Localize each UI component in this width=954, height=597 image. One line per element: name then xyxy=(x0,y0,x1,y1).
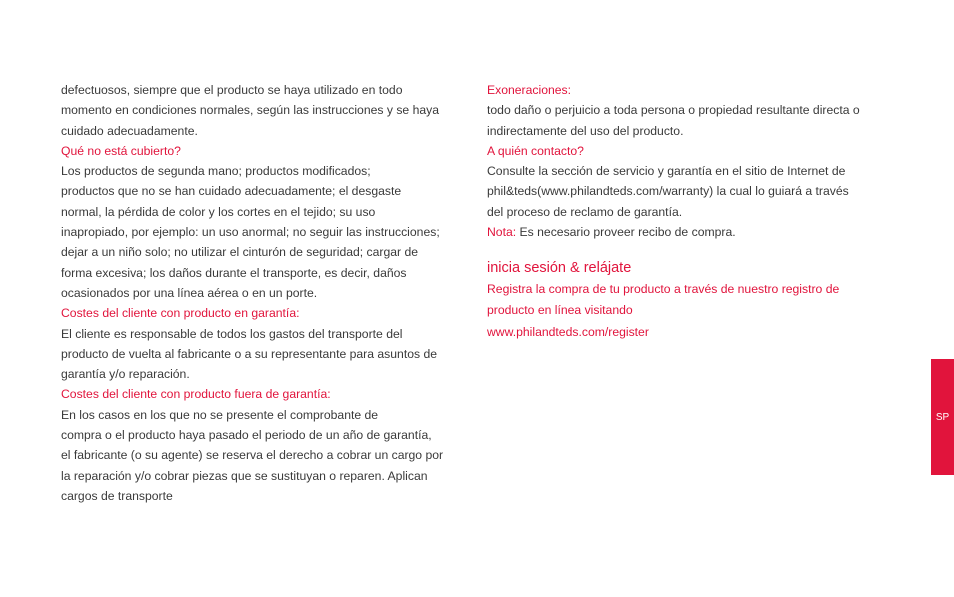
costs-out-warranty-line: el fabricante (o su agente) se reserva el derecho a cobrar un cargo por xyxy=(61,448,444,463)
exonerations-heading: Exoneraciones: xyxy=(487,83,572,97)
register-line: producto en línea visitando xyxy=(487,302,633,317)
intro-line: cuidado adecuadamente. xyxy=(61,123,198,138)
note-label: Nota: xyxy=(487,225,517,240)
contact-line: phil&teds(www.philandteds.com/warranty) la cual lo guiará a través xyxy=(487,184,849,199)
not-covered-line: inapropiado, por ejemplo: un uso anormal; no seguir las instrucciones; xyxy=(61,225,440,240)
costs-in-warranty-line: El cliente es responsable de todos los gastos del transporte del xyxy=(61,326,403,341)
right-column xyxy=(487,80,892,342)
not-covered-line: dejar a un niño solo; no utilizar el cinturón de seguridad; cargar de xyxy=(61,245,419,260)
costs-in-warranty-line: garantía y/o reparación. xyxy=(61,367,190,382)
costs-out-warranty-heading: Costes del cliente con producto fuera de garantía: xyxy=(61,387,331,402)
costs-out-warranty-line: En los casos en los que no se presente el comprobante de xyxy=(61,407,379,422)
language-tab xyxy=(931,359,954,475)
exonerations-line: indirectamente del uso del producto. xyxy=(487,123,684,138)
costs-in-warranty-heading: Costes del cliente con producto en garantía: xyxy=(61,306,300,321)
contact-line: Consulte la sección de servicio y garantía en el sitio de Internet de xyxy=(487,164,846,179)
not-covered-line: productos que no se han cuidado adecuadamente; el desgaste xyxy=(61,184,402,199)
costs-out-warranty-line: compra o el producto haya pasado el periodo de un año de garantía, xyxy=(61,428,432,443)
costs-in-warranty-line: producto de vuelta al fabricante o a su representante para asuntos de xyxy=(61,346,438,361)
language-tab-label: SP xyxy=(935,411,950,423)
not-covered-heading: Qué no está cubierto? xyxy=(61,143,181,158)
note-text: Es necesario proveer recibo de compra. xyxy=(516,225,736,240)
register-line: Registra la compra de tu producto a través de nuestro registro de xyxy=(487,282,840,297)
intro-line: defectuosos, siempre que el producto se haya utilizado en todo xyxy=(61,83,403,97)
costs-out-warranty-line: la reparación y/o cobrar piezas que se sustituyan o reparen. Aplican xyxy=(61,468,428,483)
not-covered-line: Los productos de segunda mano; productos modificados; xyxy=(61,164,371,179)
contact-line: del proceso de reclamo de garantía. xyxy=(487,204,683,219)
not-covered-line: ocasionados por una línea aérea o en un porte. xyxy=(61,285,318,300)
exonerations-line: todo daño o perjuicio a toda persona o propiedad resultante directa o xyxy=(487,103,860,118)
costs-out-warranty-line: cargos de transporte xyxy=(61,488,173,503)
register-title: inicia sesión & relájate xyxy=(487,260,632,277)
note-line xyxy=(487,222,892,242)
left-column xyxy=(61,80,471,506)
intro-line: momento en condiciones normales, según las instrucciones y se haya xyxy=(61,103,440,118)
not-covered-line: forma excesiva; los daños durante el transporte, es decir, daños xyxy=(61,265,407,280)
not-covered-line: normal, la pérdida de color y los cortes en el tejido; su uso xyxy=(61,204,376,219)
register-link[interactable]: www.philandteds.com/register xyxy=(487,324,649,339)
contact-heading: A quién contacto? xyxy=(487,143,584,158)
